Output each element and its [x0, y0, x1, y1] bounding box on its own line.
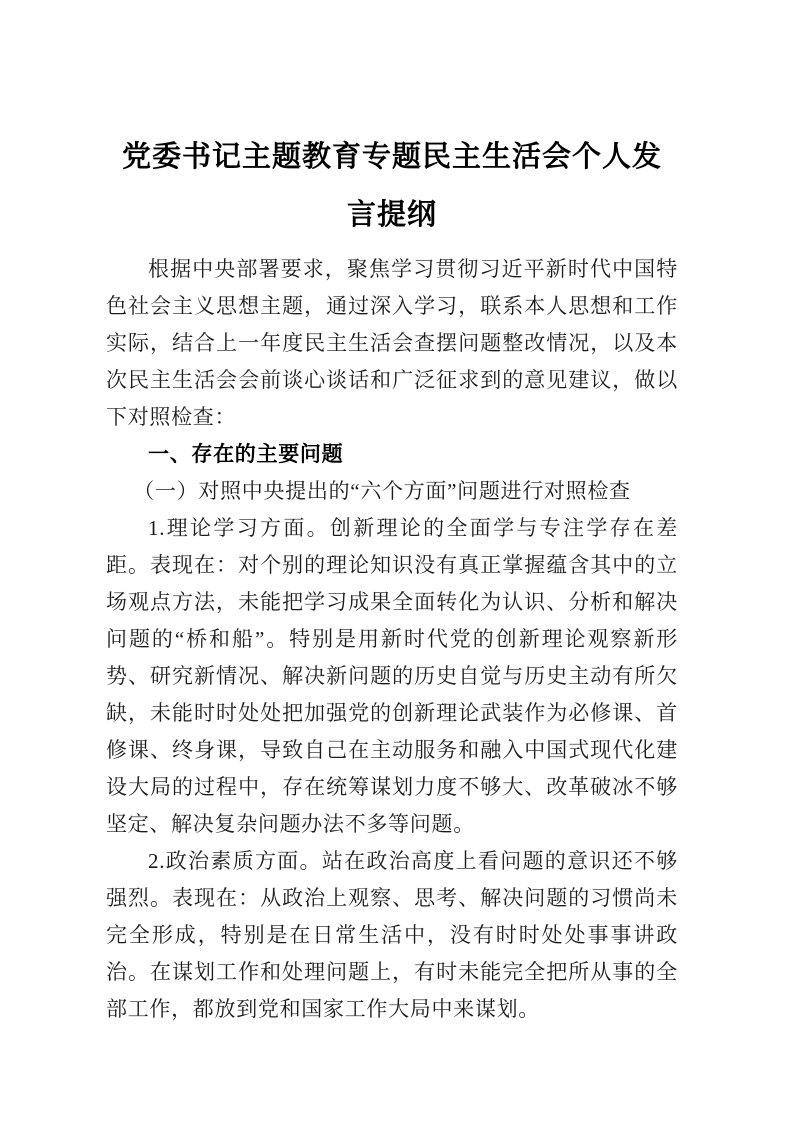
paragraph-theory-study: 1.理论学习方面。创新理论的全面学与专注学存在差距。表现在：对个别的理论知识没有真正掌握蕴含其中的立场观点方法，未能把学习成果全面转化为认识、分析和解决问题的“桥和船”。特别是用新时代党的创新理论观察新形势、研究新情况、解决新问题的历史自觉与历史主动有所欠缺，未能时时处处把加强党的创新理论武装作为必修课、首修课、终身课，导致自己在主动服务和融入中国式现代化建设大局的过程中，存在统筹谋划力度不够大、改革破冰不够坚定、解决复杂问题办法不多等问题。	[106, 516, 678, 836]
intro-paragraph: 根据中央部署要求，聚焦学习贯彻习近平新时代中国特色社会主义思想主题，通过深入学习，联系本人思想和工作实际，结合上一年度民主生活会查摆问题整改情况，以及本次民主生活会会前谈心谈话和广泛征求到的意见建议，做以下对照检查：	[106, 257, 678, 429]
page-title: 党委书记主题教育专题民主生活会个人发言提纲	[121, 141, 662, 231]
subsection-heading-six-aspects: （一）对照中央提出的“六个方面”问题进行对照检查	[133, 479, 631, 503]
section-heading-main-problems: 一、存在的主要问题	[148, 443, 344, 466]
paragraph-political-quality: 2.政治素质方面。站在政治高度上看问题的意识还不够强烈。表现在：从政治上观察、思考、解决问题的习惯尚未完全形成，特别是在日常生活中，没有时时处处事事讲政治。在谋划工作和处理问题上，有时未能完全把所从事的全部工作，都放到党和国家工作大局中来谋划。	[106, 849, 678, 1021]
